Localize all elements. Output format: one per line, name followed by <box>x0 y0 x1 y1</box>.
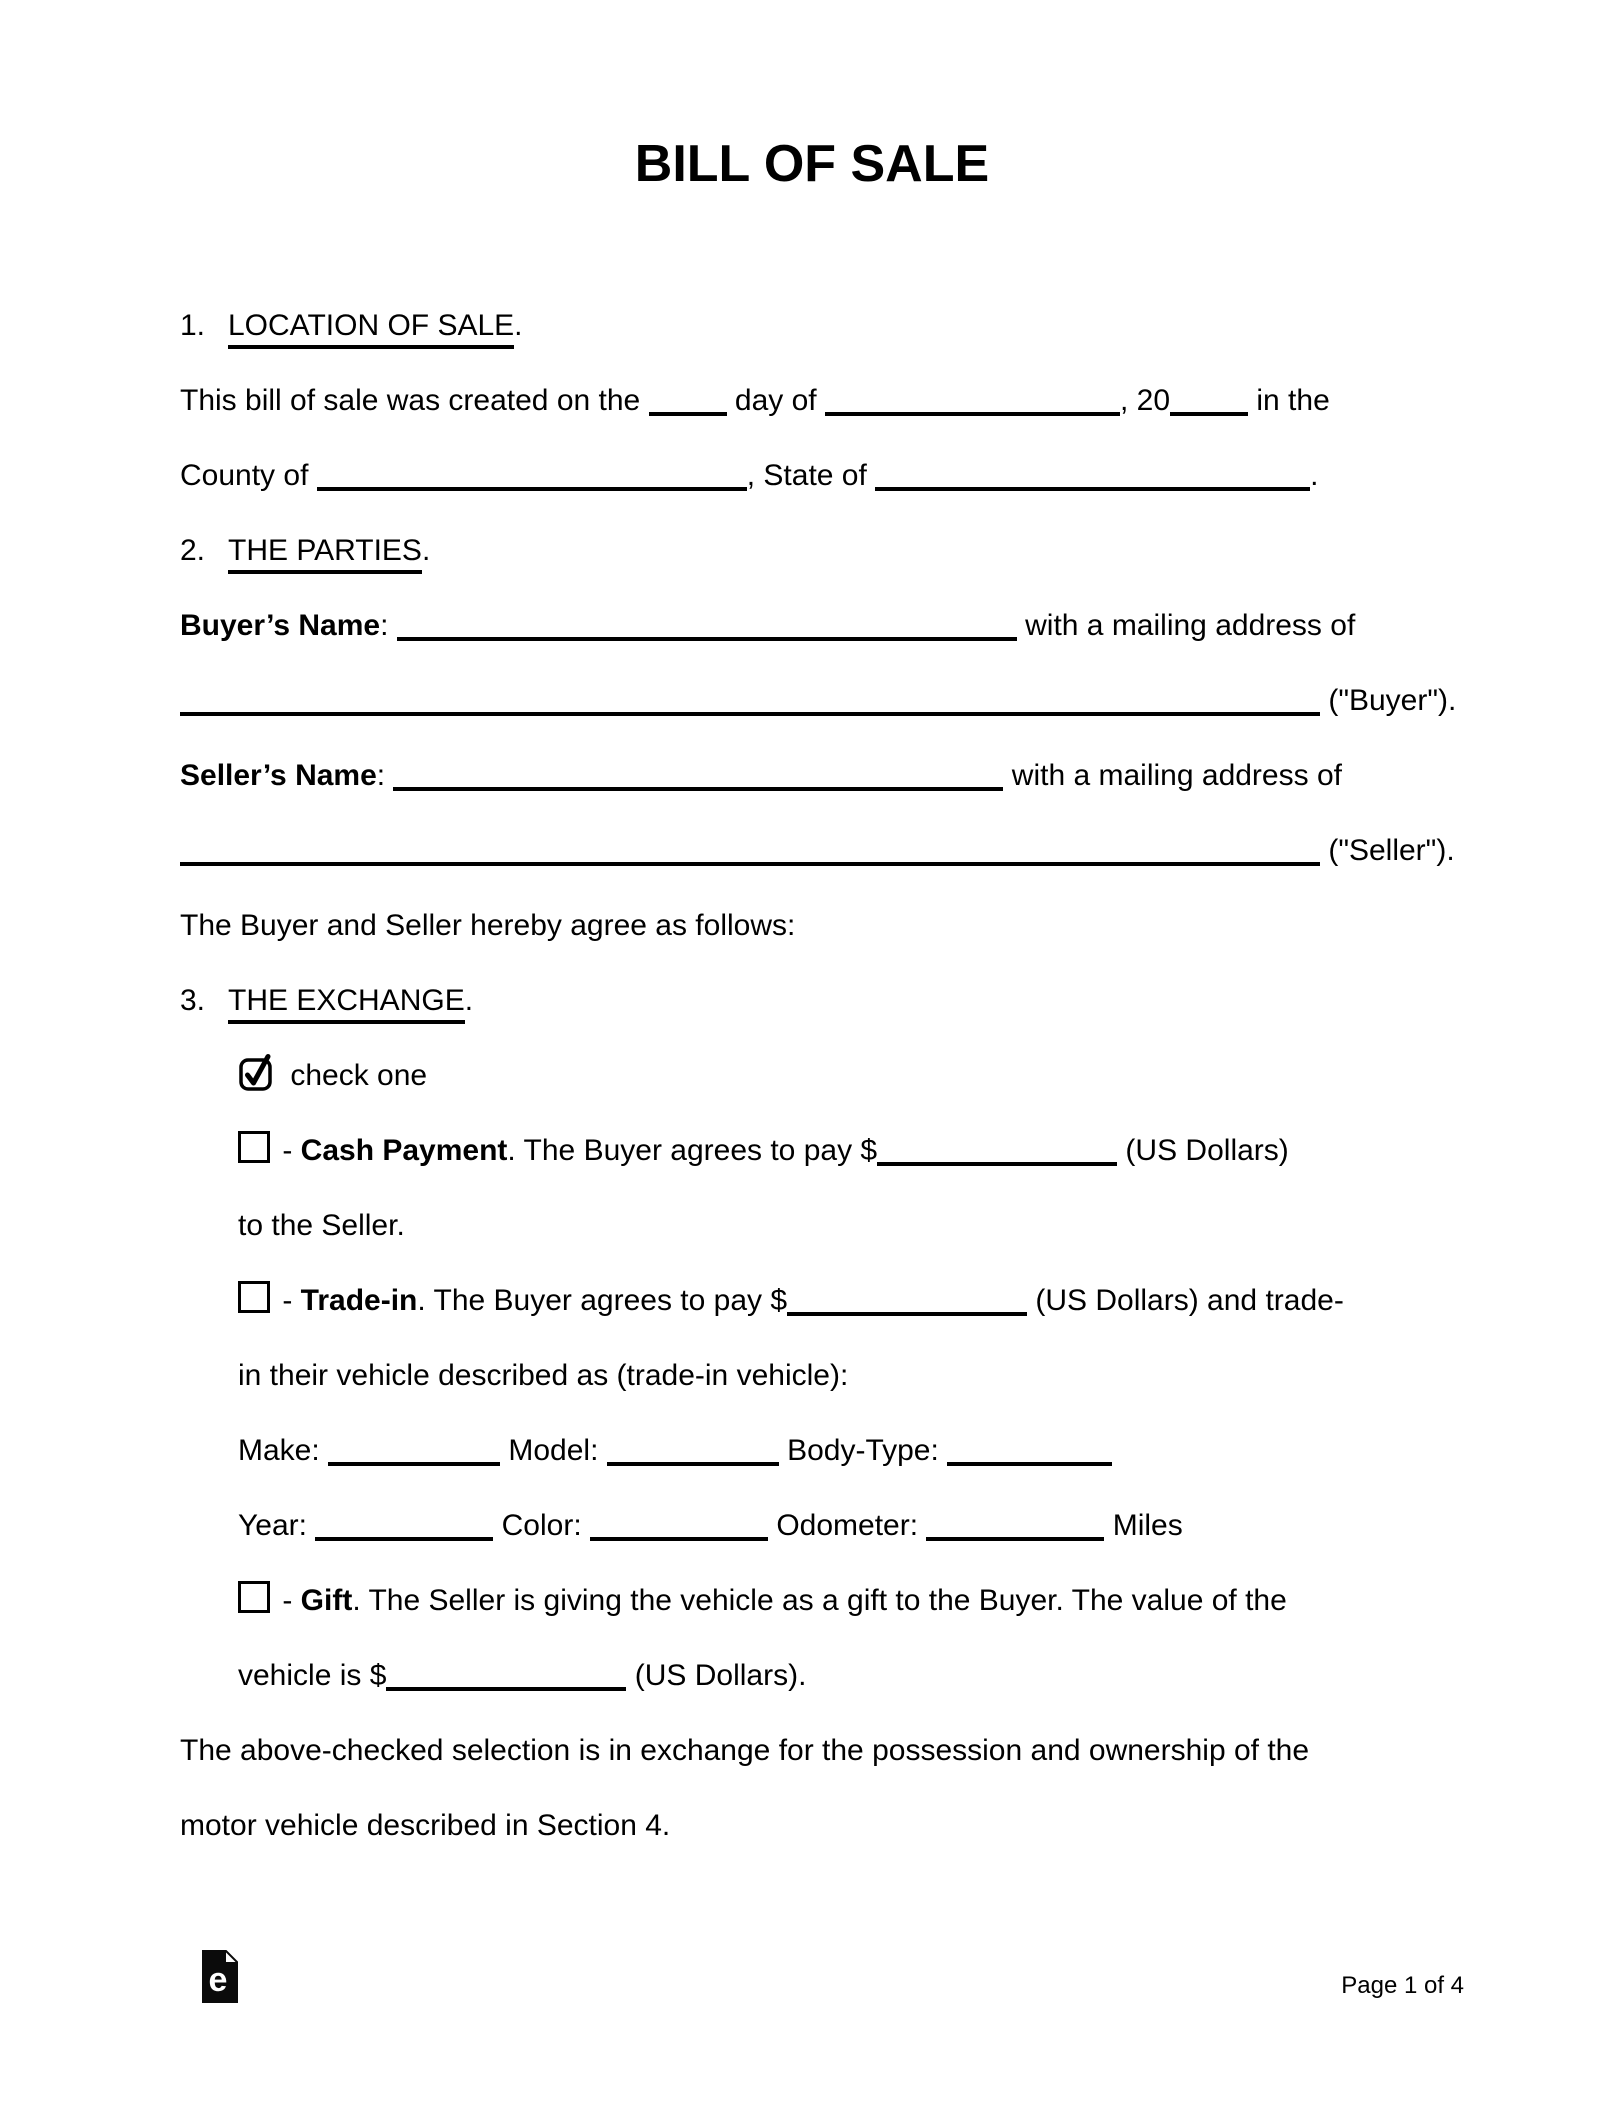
year-spec-blank-field <box>315 1507 493 1541</box>
text-run: to the Seller. <box>238 1209 405 1242</box>
day-blank-field <box>649 382 727 416</box>
odometer-blank-field <box>926 1507 1104 1541</box>
text-run: Year: <box>238 1509 316 1542</box>
cash-payment-option-line <box>180 1113 1480 1188</box>
text-run: . <box>421 534 431 567</box>
county-state-line <box>180 438 1480 513</box>
text-run: Miles <box>1104 1509 1183 1542</box>
text-run: , State of <box>746 459 876 492</box>
state-blank-field <box>875 457 1310 491</box>
seller-address-blank-field <box>180 832 1320 866</box>
document-body <box>180 288 1480 1863</box>
text-run: The above-checked selection is in exchange for the possession and ownership of the <box>180 1734 1310 1767</box>
trade-in-amount-blank-field <box>787 1282 1027 1316</box>
seller-name-line <box>180 738 1480 813</box>
section-3-heading <box>180 963 1480 1038</box>
buyer-address-line <box>180 663 1480 738</box>
buyer-address-blank-field <box>180 682 1320 716</box>
color-blank-field <box>590 1507 768 1541</box>
section-1-heading <box>180 288 1480 363</box>
trade-in-option-line <box>180 1263 1480 1338</box>
logo-letter: e <box>208 1961 228 1999</box>
model-blank-field <box>607 1432 779 1466</box>
cash-payment-label: Cash Payment <box>300 1134 508 1167</box>
page-number-label: Page 1 of 4 <box>1341 1972 1464 1999</box>
sale-date-line <box>180 363 1480 438</box>
trade-in-vehicle-specs-line-2 <box>180 1488 1480 1563</box>
text-run: (US Dollars) and trade- <box>1027 1284 1344 1317</box>
cash-payment-continued-line <box>180 1188 1480 1263</box>
text-run: (US Dollars) <box>1117 1134 1289 1167</box>
buyer-name-label: Buyer’s Name <box>180 609 381 642</box>
text-run: . <box>1310 459 1319 492</box>
buyer-name-blank-field <box>397 607 1017 641</box>
text-run: with a mailing address of <box>1003 759 1342 792</box>
text-run: ("Buyer"). <box>1320 684 1457 717</box>
list-number: 1. <box>180 309 206 342</box>
gift-continued-line <box>180 1638 1480 1713</box>
checkbox-checked-icon <box>238 1055 274 1091</box>
trade-in-continued-line <box>180 1338 1480 1413</box>
text-run: motor vehicle described in Section 4. <box>180 1809 671 1842</box>
gift-label: Gift <box>300 1584 353 1617</box>
text-run: This bill of sale was created on the <box>180 384 649 417</box>
document-title: BILL OF SALE <box>634 135 990 193</box>
section-heading-text: THE EXCHANGE <box>228 984 465 1024</box>
body-type-blank-field <box>947 1432 1112 1466</box>
text-run: . <box>464 984 474 1017</box>
text-run: check one <box>282 1059 428 1092</box>
buyer-name-line <box>180 588 1480 663</box>
text-run: vehicle is $ <box>238 1659 387 1692</box>
seller-address-line <box>180 813 1480 888</box>
text-run: with a mailing address of <box>1016 609 1356 642</box>
text-run: ("Seller"). <box>1320 834 1455 867</box>
trade-in-label: Trade-in <box>300 1284 418 1317</box>
exchange-summary-line-2 <box>180 1788 1480 1863</box>
gift-option-line <box>180 1563 1480 1638</box>
seller-name-blank-field <box>393 757 1003 791</box>
text-run: Model: <box>500 1434 607 1467</box>
exchange-summary-line-1 <box>180 1713 1480 1788</box>
text-run: day of <box>726 384 825 417</box>
text-run: - <box>274 1134 301 1167</box>
text-run: . <box>514 309 523 342</box>
text-run: Make: <box>238 1434 329 1467</box>
text-run: in their vehicle described as (trade-in vehicle): <box>238 1359 849 1392</box>
text-run: County of <box>180 459 317 492</box>
list-number: 2. <box>180 534 206 567</box>
checkbox-empty-icon <box>238 1131 270 1163</box>
text-run: . The Buyer agrees to pay $ <box>417 1284 788 1317</box>
text-run: , 20 <box>1119 384 1171 417</box>
section-2-heading <box>180 513 1480 588</box>
text-run: : <box>376 759 394 792</box>
text-run: Color: <box>493 1509 590 1542</box>
text-run: Odometer: <box>768 1509 927 1542</box>
text-run: : <box>380 609 397 642</box>
check-one-line <box>180 1038 1480 1113</box>
list-number: 3. <box>180 984 206 1017</box>
text-run: (US Dollars). <box>626 1659 807 1692</box>
seller-name-label: Seller’s Name <box>180 759 377 792</box>
text-run: - <box>274 1584 301 1617</box>
section-heading-text: LOCATION OF SALE <box>228 309 514 349</box>
text-run: The Buyer and Seller hereby agree as follows: <box>180 909 796 942</box>
eforms-logo-icon <box>202 1950 238 2003</box>
text-run: - <box>274 1284 301 1317</box>
gift-value-blank-field <box>386 1657 626 1691</box>
checkbox-empty-icon <box>238 1581 270 1613</box>
checkbox-empty-icon <box>238 1281 270 1313</box>
county-blank-field <box>317 457 747 491</box>
agreement-intro-line <box>180 888 1480 963</box>
cash-amount-blank-field <box>877 1132 1117 1166</box>
make-blank-field <box>328 1432 500 1466</box>
section-heading-text: THE PARTIES <box>228 534 422 574</box>
text-run: . The Buyer agrees to pay $ <box>507 1134 878 1167</box>
year-blank-field <box>1170 382 1248 416</box>
text-run: . The Seller is giving the vehicle as a gift to the Buyer. The value of the <box>352 1584 1287 1617</box>
text-run: in the <box>1248 384 1330 417</box>
text-run: Body-Type: <box>778 1434 948 1467</box>
month-blank-field <box>825 382 1120 416</box>
trade-in-vehicle-specs-line-1 <box>180 1413 1480 1488</box>
